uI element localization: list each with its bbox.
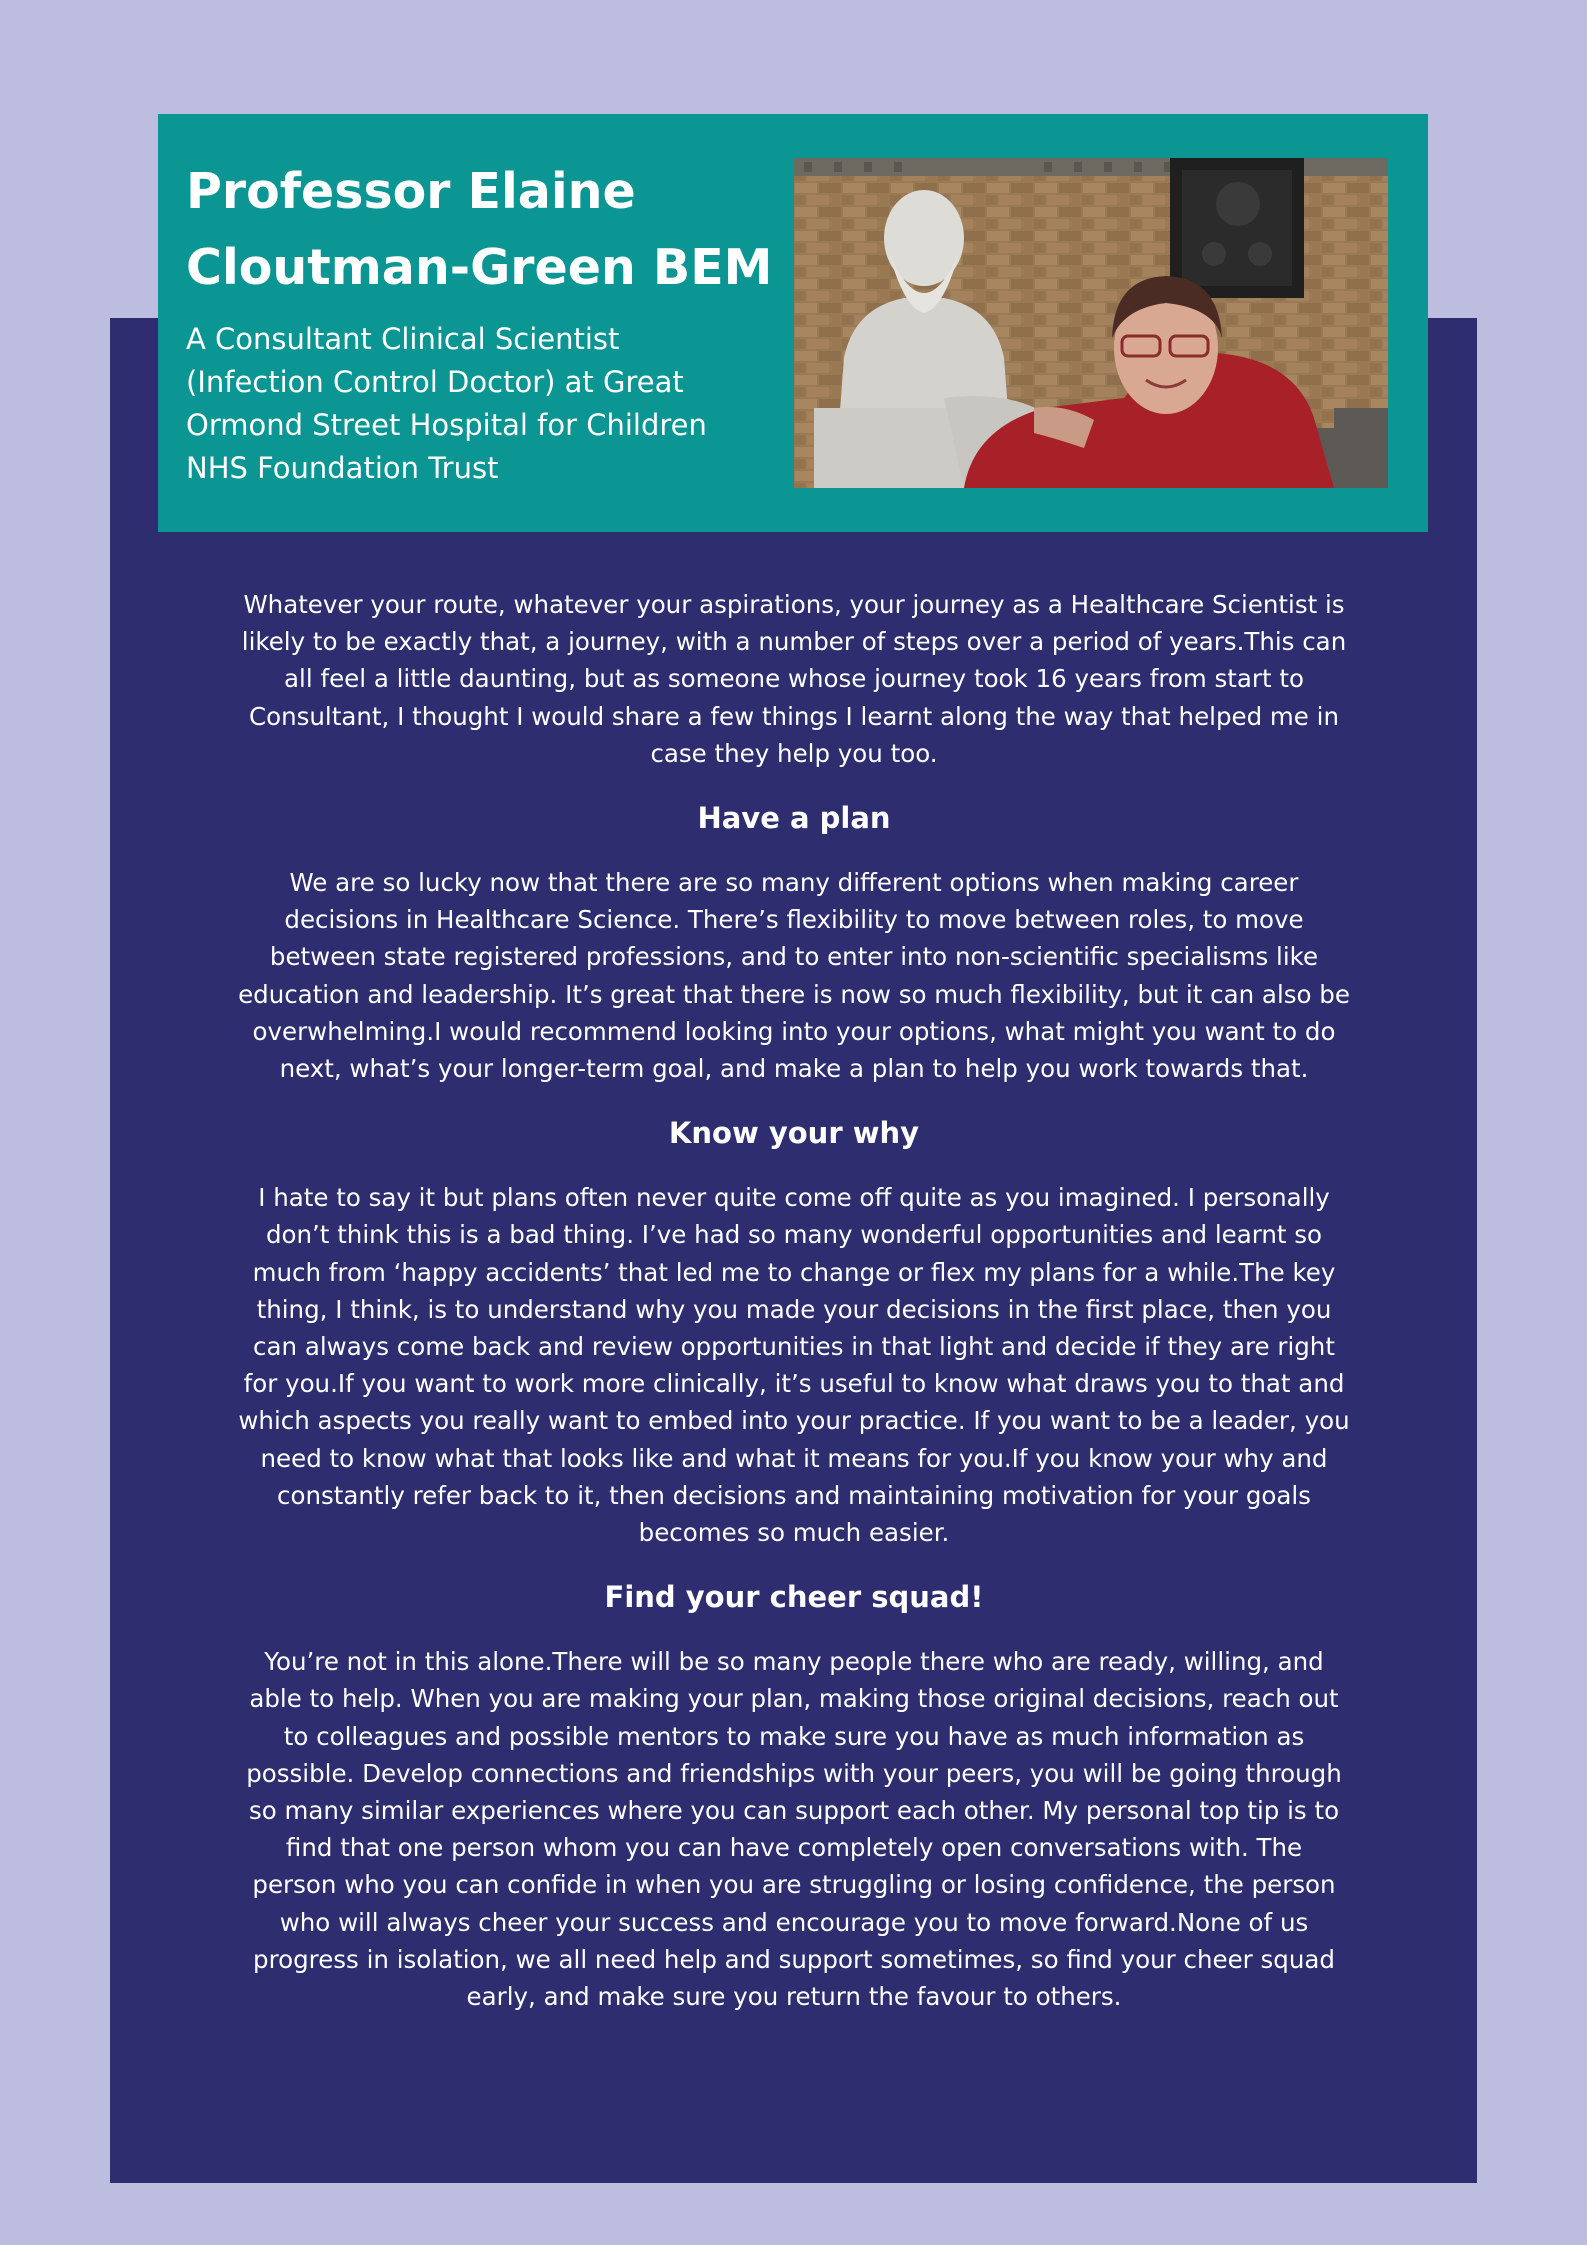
- text-line: able to help. When you are making your plan, making those original decisions, reach out: [249, 1684, 1339, 1714]
- text-line: next, what’s your longer-term goal, and make a plan to help you work towards that.: [279, 1054, 1309, 1084]
- text-line: for you.If you want to work more clinically, it’s useful to know what draws you to that and: [243, 1369, 1345, 1399]
- text-line: need to know what that looks like and what it means for you.If you know your why and: [260, 1443, 1328, 1473]
- text-line: Whatever your route, whatever your aspirations, your journey as a Healthcare Scientist is: [243, 590, 1345, 619]
- text-line: much from ‘happy accidents’ that led me to change or flex my plans for a while.The key: [252, 1257, 1336, 1287]
- intro-paragraph: [210, 586, 1378, 772]
- section-paragraph-find-your-cheer-squad: [210, 1643, 1378, 2015]
- subtitle-line: A Consultant Clinical Scientist: [186, 322, 620, 356]
- subtitle-line: (Infection Control Doctor) at Great: [186, 365, 684, 399]
- header-banner: [158, 114, 1428, 532]
- subtitle-line: Ormond Street Hospital for Children: [186, 408, 707, 442]
- text-line: overwhelming.I would recommend looking into your options, what might you want to do: [252, 1016, 1336, 1046]
- subtitle-line: NHS Foundation Trust: [186, 451, 499, 485]
- text-line: constantly refer back to it, then decisions and maintaining motivation for your goals: [277, 1480, 1311, 1510]
- section-paragraph-have-a-plan: [210, 864, 1378, 1087]
- text-line: between state registered professions, and to enter into non-scientific specialisms like: [269, 942, 1319, 972]
- text-line: decisions in Healthcare Science. There’s flexibility to move between roles, to move: [284, 905, 1304, 935]
- text-line: I hate to say it but plans often never quite come off quite as you imagined. I personally: [258, 1183, 1330, 1213]
- text-line: who will always cheer your success and encourage you to move forward.None of us: [279, 1907, 1309, 1937]
- text-line: thing, I think, is to understand why you made your decisions in the first place, then you: [256, 1294, 1332, 1324]
- text-line: to colleagues and possible mentors to make sure you have as much information as: [283, 1721, 1305, 1751]
- text-line: We are so lucky now that there are so many different options when making career: [289, 868, 1299, 898]
- portrait-photo: [794, 158, 1388, 488]
- section-heading-have-a-plan: Have a plan: [697, 801, 891, 836]
- text-line: so many similar experiences where you can support each other. My personal top tip is to: [248, 1796, 1340, 1826]
- title-line: Cloutman-Green BEM: [186, 239, 773, 296]
- text-line: education and leadership. It’s great that there is now so much flexibility, but it can also be: [238, 979, 1350, 1009]
- text-line: don’t think this is a bad thing. I’ve had so many wonderful opportunities and learnt so: [265, 1220, 1323, 1250]
- text-line: can always come back and review opportunities in that light and decide if they are right: [253, 1332, 1335, 1362]
- text-line: which aspects you really want to embed into your practice. If you want to be a leader, you: [238, 1406, 1350, 1436]
- text-line: progress in isolation, we all need help and support sometimes, so find your cheer squad: [253, 1944, 1335, 1974]
- section-heading-find-your-cheer-squad: Find your cheer squad!: [604, 1580, 984, 1615]
- text-line: early, and make sure you return the favour to others.: [466, 1982, 1122, 2012]
- title-line: Professor Elaine: [186, 163, 636, 220]
- text-line: case they help you too.: [650, 738, 938, 768]
- text-line: becomes so much easier.: [638, 1518, 950, 1548]
- text-line: likely to be exactly that, a journey, with a number of steps over a period of years.This can: [241, 627, 1347, 657]
- text-line: Consultant, I thought I would share a few things I learnt along the way that helped me in: [249, 701, 1339, 731]
- subtitle: [186, 318, 766, 490]
- text-line: possible. Develop connections and friendships with your peers, you will be going through: [246, 1758, 1342, 1788]
- article-body: [210, 586, 1378, 2015]
- section-heading-know-your-why: Know your why: [668, 1116, 920, 1151]
- page-title: [186, 154, 786, 306]
- text-line: find that one person whom you can have completely open conversations with. The: [285, 1833, 1303, 1863]
- text-line: You’re not in this alone.There will be so many people there who are ready, willing, and: [264, 1647, 1324, 1677]
- text-line: person who you can confide in when you are struggling or losing confidence, the person: [252, 1870, 1336, 1900]
- text-line: all feel a little daunting, but as someone whose journey took 16 years from start to: [284, 664, 1304, 694]
- section-paragraph-know-your-why: [210, 1179, 1378, 1551]
